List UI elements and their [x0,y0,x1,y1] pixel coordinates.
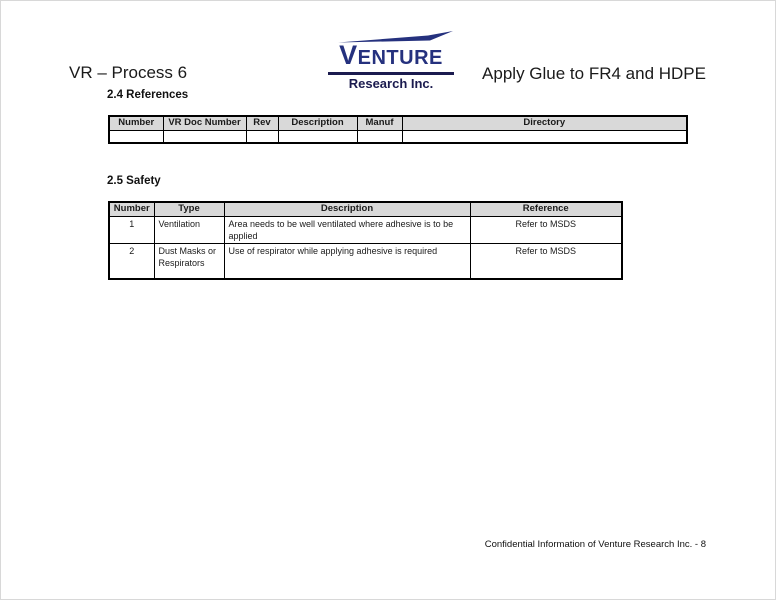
safety-cell-type: Dust Masks or Respirators [154,243,224,279]
safety-cell-description: Area needs to be well ventilated where adhesive is to be applied [224,216,470,243]
references-col-rev: Rev [246,116,278,130]
doc-number-title: VR – Process 6 [69,63,188,82]
references-col-number: Number [109,116,163,130]
safety-cell-reference: Refer to MSDS [470,243,622,279]
safety-cell-description: Use of respirator while applying adhesive is required [224,243,470,279]
safety-header-row [109,202,622,216]
references-col-vr-doc-number: VR Doc Number [163,116,246,130]
safety-table [108,201,623,280]
logo-wordmark-rest: ENTURE [357,47,443,69]
references-cell [163,130,246,143]
references-cell [246,130,278,143]
page-title: Apply Glue to FR4 and HDPE [482,64,706,83]
references-cell [109,130,163,143]
safety-cell-reference: Refer to MSDS [470,216,622,243]
logo-wordmark-initial: V [339,40,358,70]
safety-col-reference: Reference [470,202,622,216]
safety-col-description: Description [224,202,470,216]
company-logo [328,31,454,91]
references-table [108,115,688,144]
safety-cell-number: 1 [109,216,154,243]
references-header-row [109,116,687,130]
safety-col-type: Type [154,202,224,216]
references-cell [278,130,357,143]
references-col-description: Description [278,116,357,130]
references-col-manuf: Manuf [357,116,402,130]
safety-col-number: Number [109,202,154,216]
safety-row-dust-masks [109,243,622,279]
confidential-footer: Confidential Information of Venture Research Inc. - 8 [484,539,706,550]
references-col-directory: Directory [402,116,687,130]
references-empty-row [109,130,687,143]
logo-wordmark [328,40,454,75]
safety-section-heading: 2.5 Safety [107,175,161,187]
references-section-heading: 2.4 References [107,89,189,101]
safety-cell-type: Ventilation [154,216,224,243]
references-cell [357,130,402,143]
references-cell [402,130,687,143]
safety-row-ventilation [109,216,622,243]
safety-cell-number: 2 [109,243,154,279]
logo-subtitle: Research Inc. [348,76,434,91]
